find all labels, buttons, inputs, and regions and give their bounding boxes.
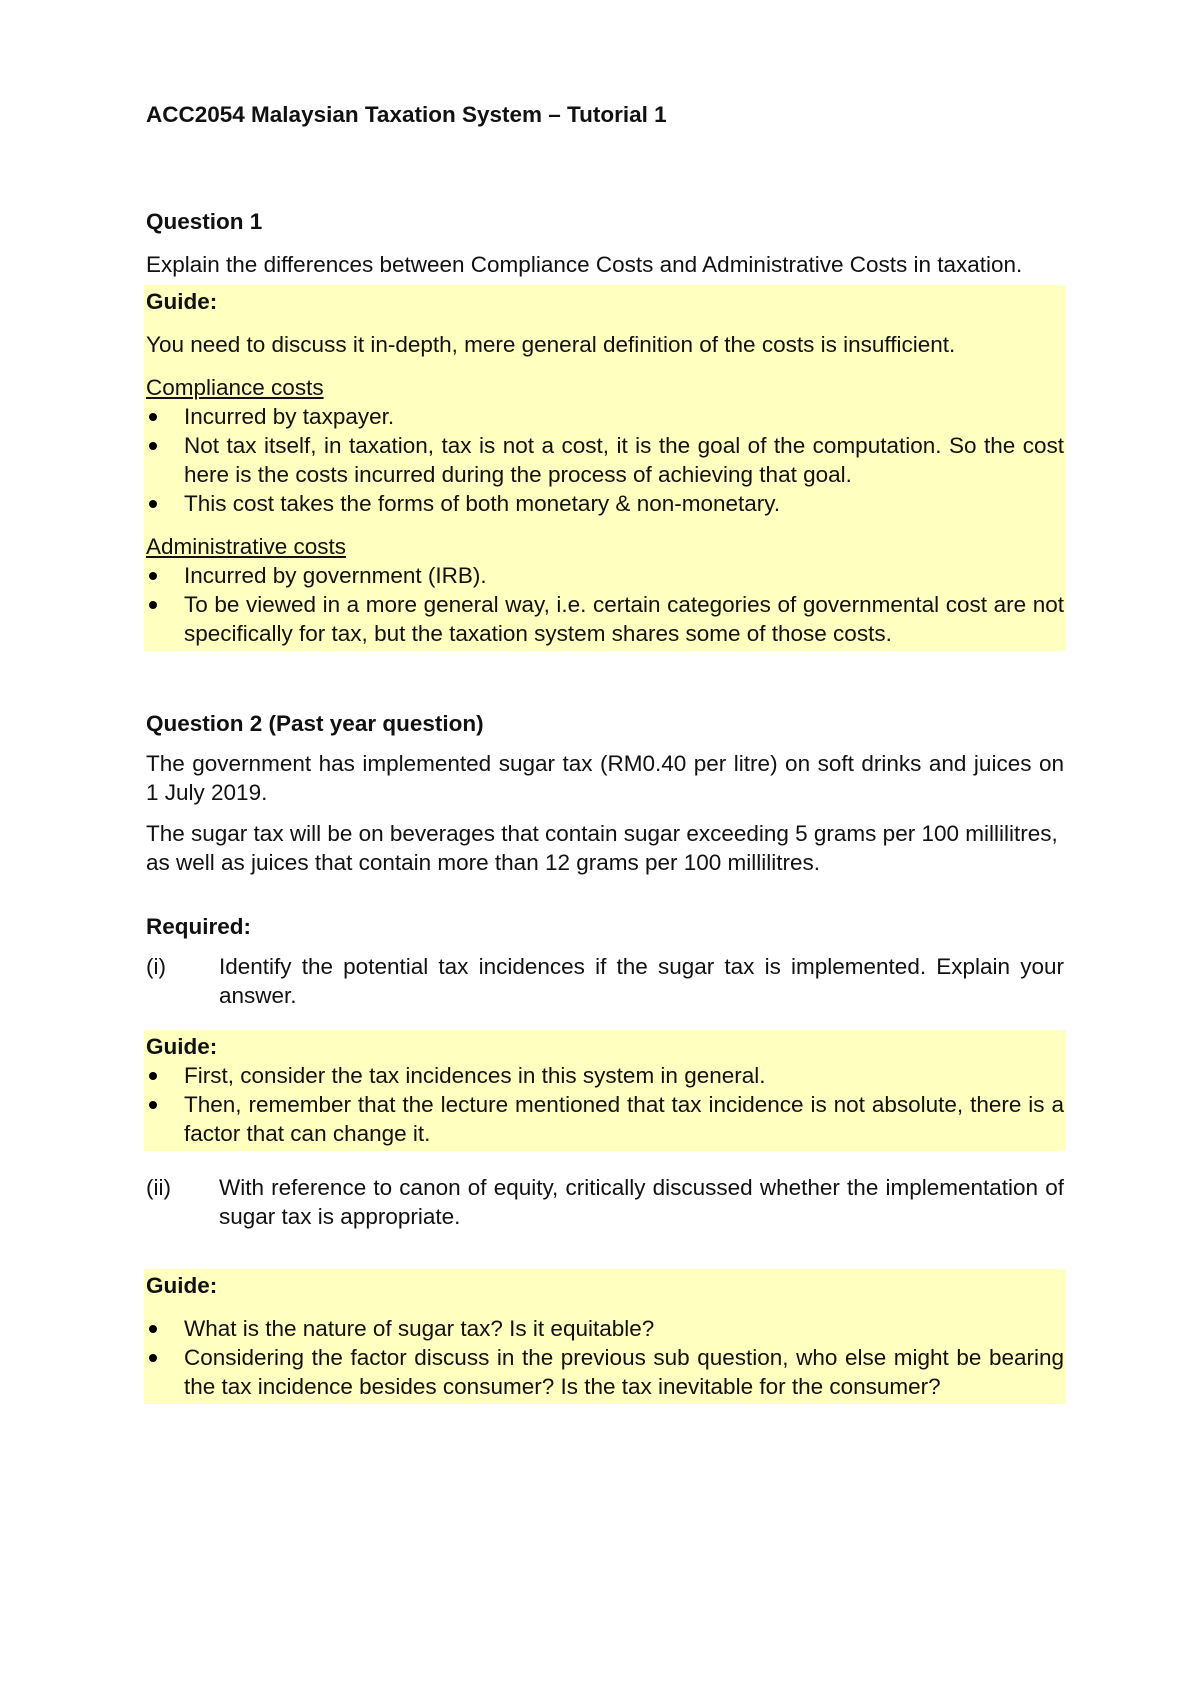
document-title: ACC2054 Malaysian Taxation System – Tutorial 1 xyxy=(146,102,667,127)
bullet-icon xyxy=(149,500,157,508)
question-2-heading: Question 2 (Past year question) xyxy=(146,711,484,736)
question-2 xyxy=(146,709,1064,1404)
question-1 xyxy=(146,207,1064,651)
list-item: Considering the factor discuss in the previous sub question, who else might be bearing the tax incidence besides consumer? Is the tax inevitable for the consumer? xyxy=(146,1343,1064,1401)
part-i-guide-list xyxy=(146,1061,1064,1148)
part-ii-guide xyxy=(144,1269,1066,1404)
question-2-paragraph-1: The government has implemented sugar tax (RM0.40 per litre) on soft drinks and juices on 1 July 2019. xyxy=(146,751,1064,805)
list-item: To be viewed in a more general way, i.e. certain categories of governmental cost are not specifically for tax, but the taxation system shares some of those costs. xyxy=(146,590,1064,648)
guide-label: Guide: xyxy=(146,289,218,314)
compliance-costs-list xyxy=(146,402,1064,518)
question-1-heading: Question 1 xyxy=(146,209,263,234)
guide-label: Guide: xyxy=(146,1273,218,1298)
compliance-costs-heading: Compliance costs xyxy=(146,375,324,400)
part-i-number: (i) xyxy=(146,954,166,979)
part-i-text: Identify the potential tax incidences if the sugar tax is implemented. Explain your answer. xyxy=(219,954,1064,1008)
question-2-part-ii xyxy=(146,1173,1064,1231)
document-content xyxy=(146,100,1064,1404)
list-item: This cost takes the forms of both monetary & non-monetary. xyxy=(146,489,1064,518)
bullet-icon xyxy=(149,1325,157,1333)
question-2-paragraph-2: The sugar tax will be on beverages that contain sugar exceeding 5 grams per 100 millilitres, as well as juices that contain more than 12 grams per 100 millilitres. xyxy=(146,821,1058,875)
part-ii-guide-list xyxy=(146,1314,1064,1401)
list-item: First, consider the tax incidences in this system in general. xyxy=(146,1061,1064,1090)
part-ii-text: With reference to canon of equity, critically discussed whether the implementation of sugar tax is appropriate. xyxy=(219,1175,1064,1229)
administrative-costs-list xyxy=(146,561,1064,648)
part-i-guide xyxy=(144,1030,1066,1151)
administrative-costs-heading: Administrative costs xyxy=(146,534,347,559)
bullet-icon xyxy=(149,1072,157,1080)
bullet-icon xyxy=(149,413,157,421)
bullet-icon xyxy=(149,1354,157,1362)
part-ii-number: (ii) xyxy=(146,1175,171,1200)
bullet-icon xyxy=(149,442,157,450)
bullet-icon xyxy=(149,572,157,580)
guide-label: Guide: xyxy=(146,1034,218,1059)
question-2-part-i xyxy=(146,952,1064,1010)
required-label: Required: xyxy=(146,914,252,939)
bullet-icon xyxy=(149,1101,157,1109)
list-item: What is the nature of sugar tax? Is it equitable? xyxy=(146,1314,1064,1343)
list-item: Incurred by government (IRB). xyxy=(146,561,1064,590)
question-1-text: Explain the differences between Compliance Costs and Administrative Costs in taxation. xyxy=(146,252,1023,277)
list-item: Then, remember that the lecture mentioned that tax incidence is not absolute, there is a factor that can change it. xyxy=(146,1090,1064,1148)
guide-intro: You need to discuss it in-depth, mere general definition of the costs is insufficient. xyxy=(146,332,956,357)
question-1-guide xyxy=(144,285,1066,651)
list-item: Not tax itself, in taxation, tax is not a cost, it is the goal of the computation. So the cost here is the costs incurred during the process of achieving that goal. xyxy=(146,431,1064,489)
list-item: Incurred by taxpayer. xyxy=(146,402,1064,431)
bullet-icon xyxy=(149,601,157,609)
